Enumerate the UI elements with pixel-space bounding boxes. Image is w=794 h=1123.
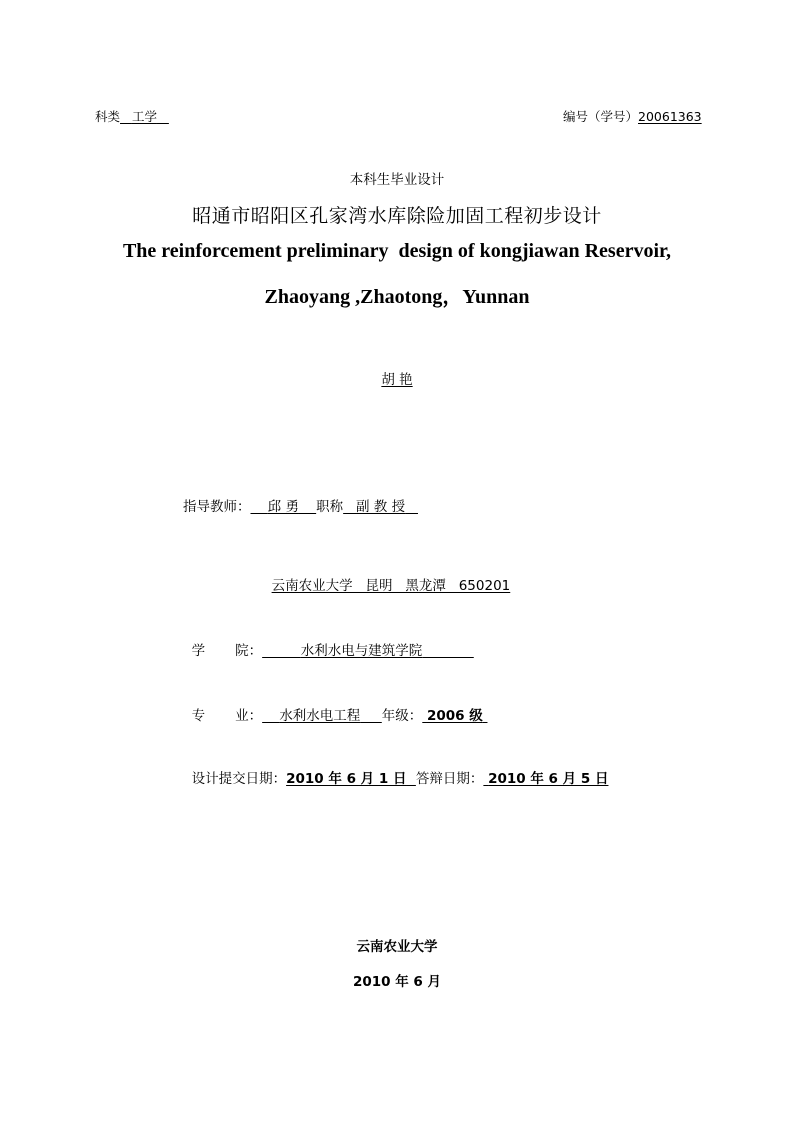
submit-date-label: 设计提交日期：: [191, 771, 287, 787]
address: 云南农业大学 昆明 黑龙潭 650201: [271, 578, 511, 594]
grade-value: 2006 级: [426, 708, 483, 724]
title-en-line1: The reinforcement preliminary design of kongjiawan Reservoir,: [122, 240, 672, 262]
title-cn: 昭通市昭阳区孔家湾水库除险加固工程初步设计: [192, 205, 602, 227]
category-value: 工学: [131, 109, 157, 124]
major-row: [183, 688, 487, 724]
defense-date-value: 2010 年 6 月 5 日: [488, 771, 609, 787]
grade-label: 年级：: [381, 708, 423, 724]
title-en-line2: Zhaoyang ,Zhaotong，Yunnan: [264, 286, 530, 308]
advisor-title-label: 职称: [316, 499, 344, 515]
advisor-label: 指导教师：: [183, 499, 251, 515]
number-label: 编号（学号）: [563, 109, 639, 124]
defense-date-label: 答辩日期：: [415, 771, 484, 787]
major-value: 水利水电工程: [279, 708, 361, 724]
advisor-title-value: 副 教 授: [356, 499, 406, 515]
college-row: [183, 623, 474, 659]
major-label: 专 业：: [191, 708, 263, 724]
advisor-name: 邱 勇: [267, 499, 299, 515]
footer-date: 2010 年 6 月: [352, 974, 442, 990]
college-value: 水利水电与建筑学院: [300, 643, 423, 659]
advisor-row: [183, 495, 418, 515]
number-value: 20061363: [638, 109, 702, 124]
number-row: [563, 107, 702, 125]
doc-type: 本科生毕业设计: [349, 172, 445, 188]
college-label: 学 院：: [191, 643, 263, 659]
category-row: [95, 107, 169, 125]
author-row: [0, 368, 794, 388]
dates-row: [183, 751, 608, 787]
category-label: 科类: [95, 109, 121, 124]
footer-university: 云南农业大学: [356, 939, 438, 955]
address-row: [263, 558, 510, 594]
submit-date-value: 2010 年 6 月 1 日: [286, 771, 407, 787]
author-name: 胡 艳: [381, 372, 413, 388]
